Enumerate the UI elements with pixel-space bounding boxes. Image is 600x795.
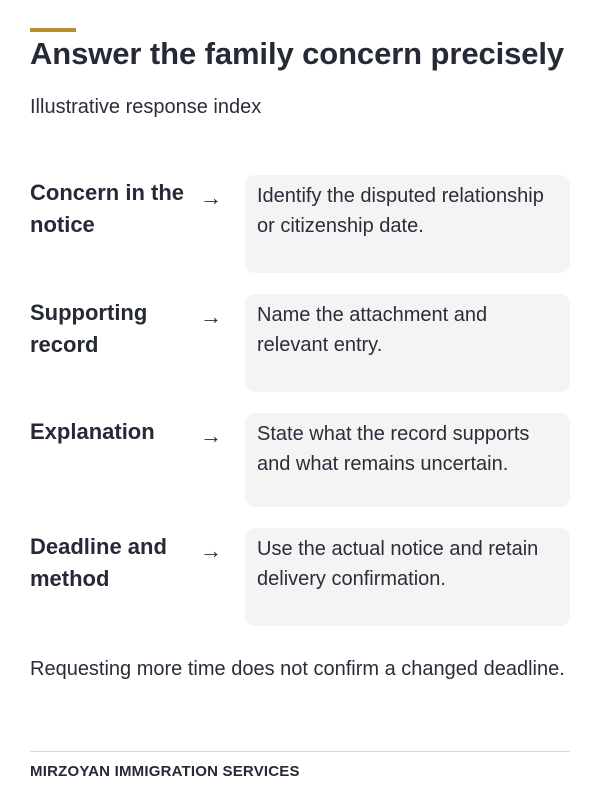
arrow-right-icon: → [200, 423, 222, 448]
arrow-right-icon: → [200, 538, 222, 563]
detail-card [245, 413, 570, 507]
page-title: Answer the family concern precisely [30, 36, 565, 71]
arrow-right-icon: → [200, 185, 222, 210]
footnote: Requesting more time does not confirm a changed deadline. [30, 658, 565, 680]
page-subtitle: Illustrative response index [30, 96, 262, 118]
row-label: Explanation [30, 419, 155, 444]
row-label: Concern in the notice [30, 180, 185, 237]
detail-card [245, 294, 570, 392]
footer-brand: MIRZOYAN IMMIGRATION SERVICES [30, 763, 300, 780]
detail-card [245, 175, 570, 273]
detail-card [245, 528, 570, 626]
detail-text: Identify the disputed relationship or citizenship date. [257, 185, 544, 237]
arrow-right-icon: → [200, 304, 222, 329]
detail-text: State what the record supports and what remains uncertain. [257, 423, 530, 475]
accent-bar [30, 28, 76, 32]
row-label: Supporting record [30, 300, 148, 357]
detail-text: Use the actual notice and retain delivery confirmation. [257, 538, 539, 590]
detail-text: Name the attachment and relevant entry. [257, 304, 488, 356]
footer-divider [30, 751, 570, 752]
row-label: Deadline and method [30, 534, 167, 591]
